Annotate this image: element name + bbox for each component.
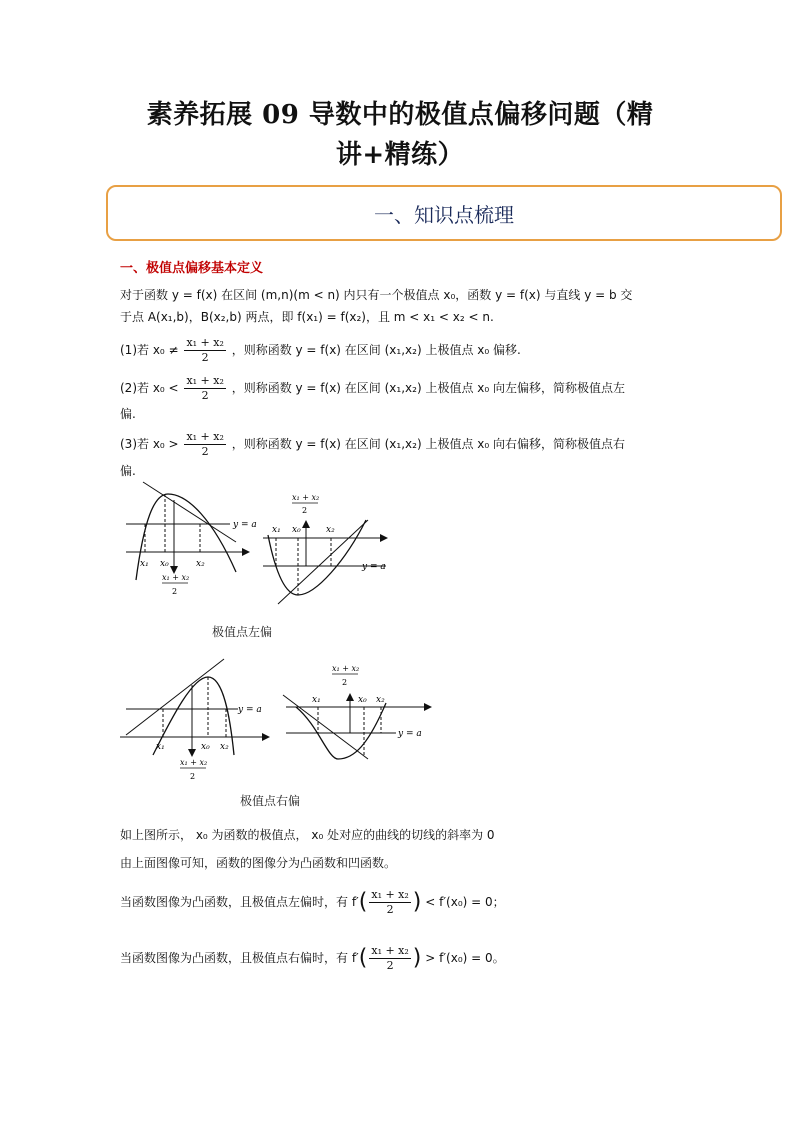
- note-4-suffix: > f′(x₀) = 0。: [425, 951, 505, 965]
- case-2-cont: 偏.: [120, 407, 136, 421]
- note-2: 由上面图像可知，函数的图像分为凸函数和凹函数。: [120, 856, 397, 870]
- page-title: [100, 95, 700, 175]
- left-fig-x1: x₁: [140, 559, 149, 569]
- concave-graph-right: [283, 664, 430, 759]
- right-fig-x0: x₀: [201, 742, 210, 752]
- right-fig-mid-den: 2: [190, 772, 196, 781]
- fraction-numerator: x₁ + x₂: [186, 430, 224, 443]
- case-1: [120, 336, 521, 365]
- definition-line-2: 于点 A(x₁,b)，B(x₂,b) 两点，即 f(x₁) = f(x₂)，且 m < x₁ < x₂ < n.: [120, 310, 494, 324]
- case-1-prefix: (1)若 x₀ ≠: [120, 343, 179, 357]
- note-3-fraction: [369, 888, 410, 917]
- section-banner: [106, 185, 782, 241]
- left-shift-caption: 极值点左偏: [212, 625, 273, 639]
- fraction-denominator: 2: [201, 351, 209, 364]
- right-fig1-x0: x₀: [292, 525, 301, 535]
- banner-label: 一、知识点梳理: [374, 202, 514, 227]
- left-fig-mid-num: x₁ + x₂: [162, 573, 190, 582]
- fraction-denominator: 2: [201, 389, 209, 402]
- note-4: 当函数图像为凸函数，且极值点右偏时，有 f′( $\frac{\text{x₁ + x₂}}{2}$ ) > f′(x₀) = 0。: [120, 944, 505, 972]
- note-3-suffix: < f′(x₀) = 0；: [425, 895, 505, 909]
- right-fig1-ya: y = a: [362, 562, 386, 572]
- left-shift-figure: [118, 480, 398, 610]
- case-2-fraction: [184, 374, 225, 403]
- note-3-prefix: 当函数图像为凸函数，且极值点左偏时，有 f′: [120, 895, 359, 909]
- case-1-fraction: [184, 336, 225, 365]
- left-fig-ya: y = a: [233, 520, 257, 530]
- section-heading: 一、极值点偏移基本定义: [120, 261, 264, 276]
- case-3-suffix: ，则称函数 y = f(x) 在区间 (x₁,x₂) 上极值点 x₀ 向右偏移，简称极值点右: [231, 437, 625, 451]
- right-fig2-ya: y = a: [398, 729, 422, 739]
- left-fig-x0: x₀: [160, 559, 169, 569]
- title-line-2: 讲+精练）: [335, 140, 465, 170]
- case-2-suffix: ，则称函数 y = f(x) 在区间 (x₁,x₂) 上极值点 x₀ 向左偏移，简称极值点左: [231, 381, 625, 395]
- fraction-denominator: 2: [201, 445, 209, 458]
- case-1-suffix: ，则称函数 y = f(x) 在区间 (x₁,x₂) 上极值点 x₀ 偏移.: [231, 343, 521, 357]
- case-3-cont: 偏.: [120, 464, 136, 478]
- note-3: 当函数图像为凸函数，且极值点左偏时，有 f′( $\frac{\text{x₁ + x₂}}{2}$ ) < f′(x₀) = 0；: [120, 888, 505, 916]
- title-line-1: 素养拓展 09 导数中的极值点偏移问题（精: [146, 100, 654, 130]
- right-fig2-mid-den: 2: [342, 678, 348, 687]
- case-3-fraction: [184, 430, 225, 459]
- case-2: [120, 374, 625, 403]
- note-4-fraction: [369, 944, 410, 973]
- case-3-prefix: (3)若 x₀ >: [120, 437, 179, 451]
- note-4-prefix: 当函数图像为凸函数，且极值点右偏时，有 f′: [120, 951, 359, 965]
- definition-line-1: 对于函数 y = f(x) 在区间 (m,n)(m < n) 内只有一个极值点 x₀，函数 y = f(x) 与直线 y = b 交: [120, 288, 633, 302]
- right-fig-mid-num: x₁ + x₂: [180, 758, 208, 767]
- concave-graph-left: [263, 493, 386, 604]
- left-fig-x2: x₂: [196, 559, 205, 569]
- left-fig-mid-den: 2: [172, 587, 178, 596]
- right-fig2-x1: x₁: [312, 695, 321, 705]
- right-fig1-mid-num: x₁ + x₂: [292, 493, 320, 502]
- right-fig-x1: x₁: [156, 742, 165, 752]
- fraction-denominator: 2: [386, 959, 394, 972]
- fraction-denominator: 2: [386, 903, 394, 916]
- right-shift-caption: 极值点右偏: [240, 794, 301, 808]
- fraction-numerator: x₁ + x₂: [186, 374, 224, 387]
- convex-graph-right: [120, 659, 268, 781]
- right-fig1-x1: x₁: [272, 525, 281, 535]
- fraction-numerator: x₁ + x₂: [371, 888, 409, 901]
- right-fig1-mid-den: 2: [302, 506, 308, 515]
- right-fig2-x0: x₀: [358, 695, 367, 705]
- fraction-numerator: x₁ + x₂: [186, 336, 224, 349]
- fraction-numerator: x₁ + x₂: [371, 944, 409, 957]
- note-1: 如上图所示， x₀ 为函数的极值点， x₀ 处对应的曲线的切线的斜率为 0: [120, 828, 495, 842]
- right-fig2-x2: x₂: [376, 695, 385, 705]
- case-3: [120, 430, 625, 459]
- right-fig1-x2: x₂: [326, 525, 335, 535]
- right-fig-x2: x₂: [220, 742, 229, 752]
- right-fig-ya: y = a: [238, 705, 262, 715]
- right-fig2-mid-num: x₁ + x₂: [332, 664, 360, 673]
- case-2-prefix: (2)若 x₀ <: [120, 381, 179, 395]
- convex-graph-left: [126, 482, 257, 596]
- right-shift-figure: [118, 655, 438, 785]
